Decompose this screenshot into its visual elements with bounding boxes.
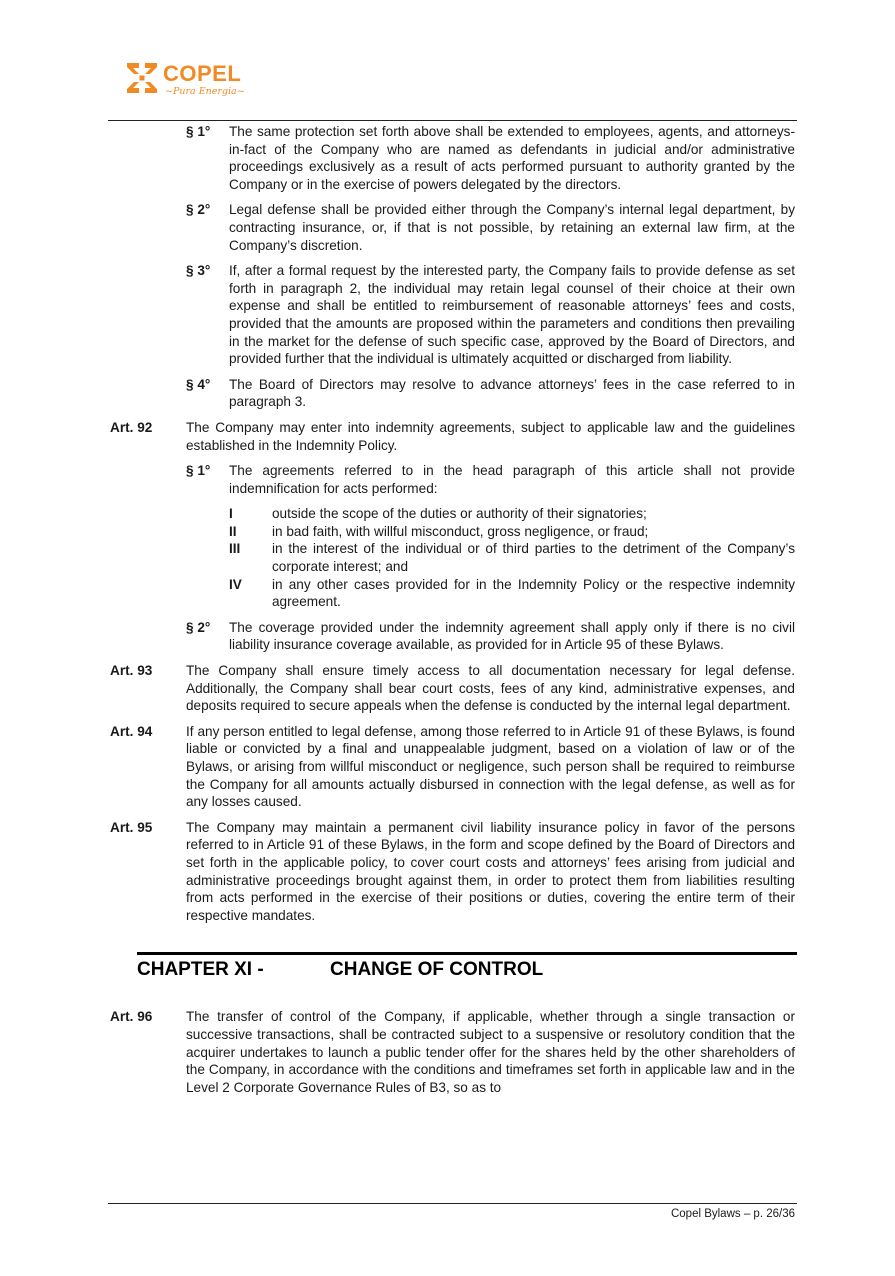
item-text: in any other cases provided for in the Indemnity Policy or the respective indemnity agreement.: [272, 576, 795, 610]
article-number: Art. 95: [110, 819, 153, 835]
list-item: [110, 576, 795, 611]
item-list: [110, 505, 795, 611]
paragraph-number: § 2°: [186, 202, 211, 218]
paragraph-text: The same protection set forth above shall be extended to employees, agents, and attorneys-in-fact of the Company who are named as defendants in judicial and/or administrative proceedings exclusively as a result of acts performed pursuant to authority granted by the Company or in the exercise of powers delegated by the directors.: [229, 124, 795, 192]
chapter-heading: [137, 952, 797, 982]
chapter-title: CHANGE OF CONTROL: [330, 959, 544, 981]
article-text: The Company shall ensure timely access to all documentation necessary for legal defense. Additionally, the Company shall bear court costs, fees of any kind, administrative expenses, and deposits required to secure appeals when the defense is conducted by the internal legal department.: [186, 663, 795, 714]
article-text: The Company may enter into indemnity agreements, subject to applicable law and the guidelines established in the Indemnity Policy.: [186, 419, 795, 453]
paragraph-number: § 1°: [186, 463, 211, 479]
article-text: The Company may maintain a permanent civil liability insurance policy in favor of the persons referred to in Article 91 of these Bylaws, in the form and scope defined by the Board of Directors and set forth in the applicable policy, to cover court costs and attorneys’ fees arising from judicial and administrative proceedings brought against them, in order to protect them from liabilities resulting from acts performed in the exercise of their positions or duties, covering the entire term of their respective mandates.: [186, 819, 795, 923]
article: [110, 723, 795, 811]
footer-rule: [108, 1203, 797, 1204]
paragraph: [110, 462, 795, 497]
list-item: [110, 540, 795, 575]
article: [110, 662, 795, 715]
list-item: [110, 523, 795, 541]
article-number: Art. 93: [110, 663, 153, 679]
item-text: in the interest of the individual or of third parties to the detriment of the Company’s corporate interest; and: [272, 541, 795, 575]
paragraph: [110, 201, 795, 254]
paragraph: [110, 262, 795, 368]
item-number: II: [229, 523, 237, 539]
item-text: in bad faith, with willful misconduct, gross negligence, or fraud;: [272, 523, 649, 539]
paragraph-text: Legal defense shall be provided either through the Company’s internal legal department, by contracting insurance, or, if that is not possible, by retaining an external law firm, at the Company’s discretion.: [229, 202, 795, 253]
header-rule: [108, 120, 797, 121]
article: [110, 419, 795, 454]
page-footer: Copel Bylaws – p. 26/36: [670, 1208, 795, 1220]
chapter-number: CHAPTER XI -: [137, 959, 264, 981]
list-item: [110, 505, 795, 523]
paragraph-text: The Board of Directors may resolve to advance attorneys’ fees in the case referred to in paragraph 3.: [229, 376, 795, 410]
article: [110, 1008, 795, 1096]
article-text: If any person entitled to legal defense, among those referred to in Article 91 of these Bylaws, is found liable or convicted by a final and unappealable judgment, based on a violation of law or of the Bylaws, or arising from willful misconduct or negligence, such person shall be required to reimburse the Company for all amounts actually disbursed in connection with the legal defense, as well as for any losses caused.: [186, 723, 795, 810]
company-logo: [125, 59, 245, 103]
item-number: III: [229, 541, 241, 557]
article-text: The transfer of control of the Company, if applicable, whether through a single transaction or successive transactions, shall be contracted subject to a suspensive or resolutory condition that the acquirer undertakes to launch a public tender offer for the shares held by the other shareholders of the Company, in accordance with the conditions and timeframes set forth in applicable law and in the Level 2 Corporate Governance Rules of B3, so as to: [186, 1009, 795, 1095]
paragraph-text: The agreements referred to in the head paragraph of this article shall not provide indemnification for acts performed:: [229, 463, 795, 496]
paragraph-text: If, after a formal request by the interested party, the Company fails to provide defense as set forth in paragraph 2, the individual may retain legal counsel of their choice at their own expense and shall be entitled to reimbursement of reasonable attorneys’ fees and costs, provided that the amounts are proposed within the parameters and conditions then prevailing in the market for the defense of such specific case, approved by the Board of Directors, and provided further that the individual is ultimately acquitted or discharged from liability.: [229, 263, 795, 367]
article: [110, 819, 795, 925]
paragraph-number: § 3°: [186, 263, 211, 279]
paragraph-text: The coverage provided under the indemnity agreement shall apply only if there is no civil liability insurance coverage available, as provided for in Article 95 of these Bylaws.: [229, 619, 795, 653]
paragraph-number: § 2°: [186, 619, 211, 635]
article-number: Art. 94: [110, 723, 153, 739]
item-text: outside the scope of the duties or authority of their signatories;: [272, 506, 647, 522]
paragraph: [110, 619, 795, 654]
copel-logo-icon: [125, 61, 159, 95]
article-number: Art. 96: [110, 1009, 153, 1025]
document-body: [110, 123, 795, 1104]
paragraph-number: § 4°: [186, 376, 211, 392]
logo-tagline: ~Pura Energia~: [165, 86, 245, 97]
paragraph: [110, 123, 795, 193]
item-number: IV: [229, 576, 242, 592]
logo-wordmark: COPEL: [163, 61, 242, 86]
paragraph-number: § 1°: [186, 124, 211, 139]
article-number: Art. 92: [110, 419, 153, 435]
item-number: I: [229, 506, 233, 522]
paragraph: [110, 376, 795, 411]
